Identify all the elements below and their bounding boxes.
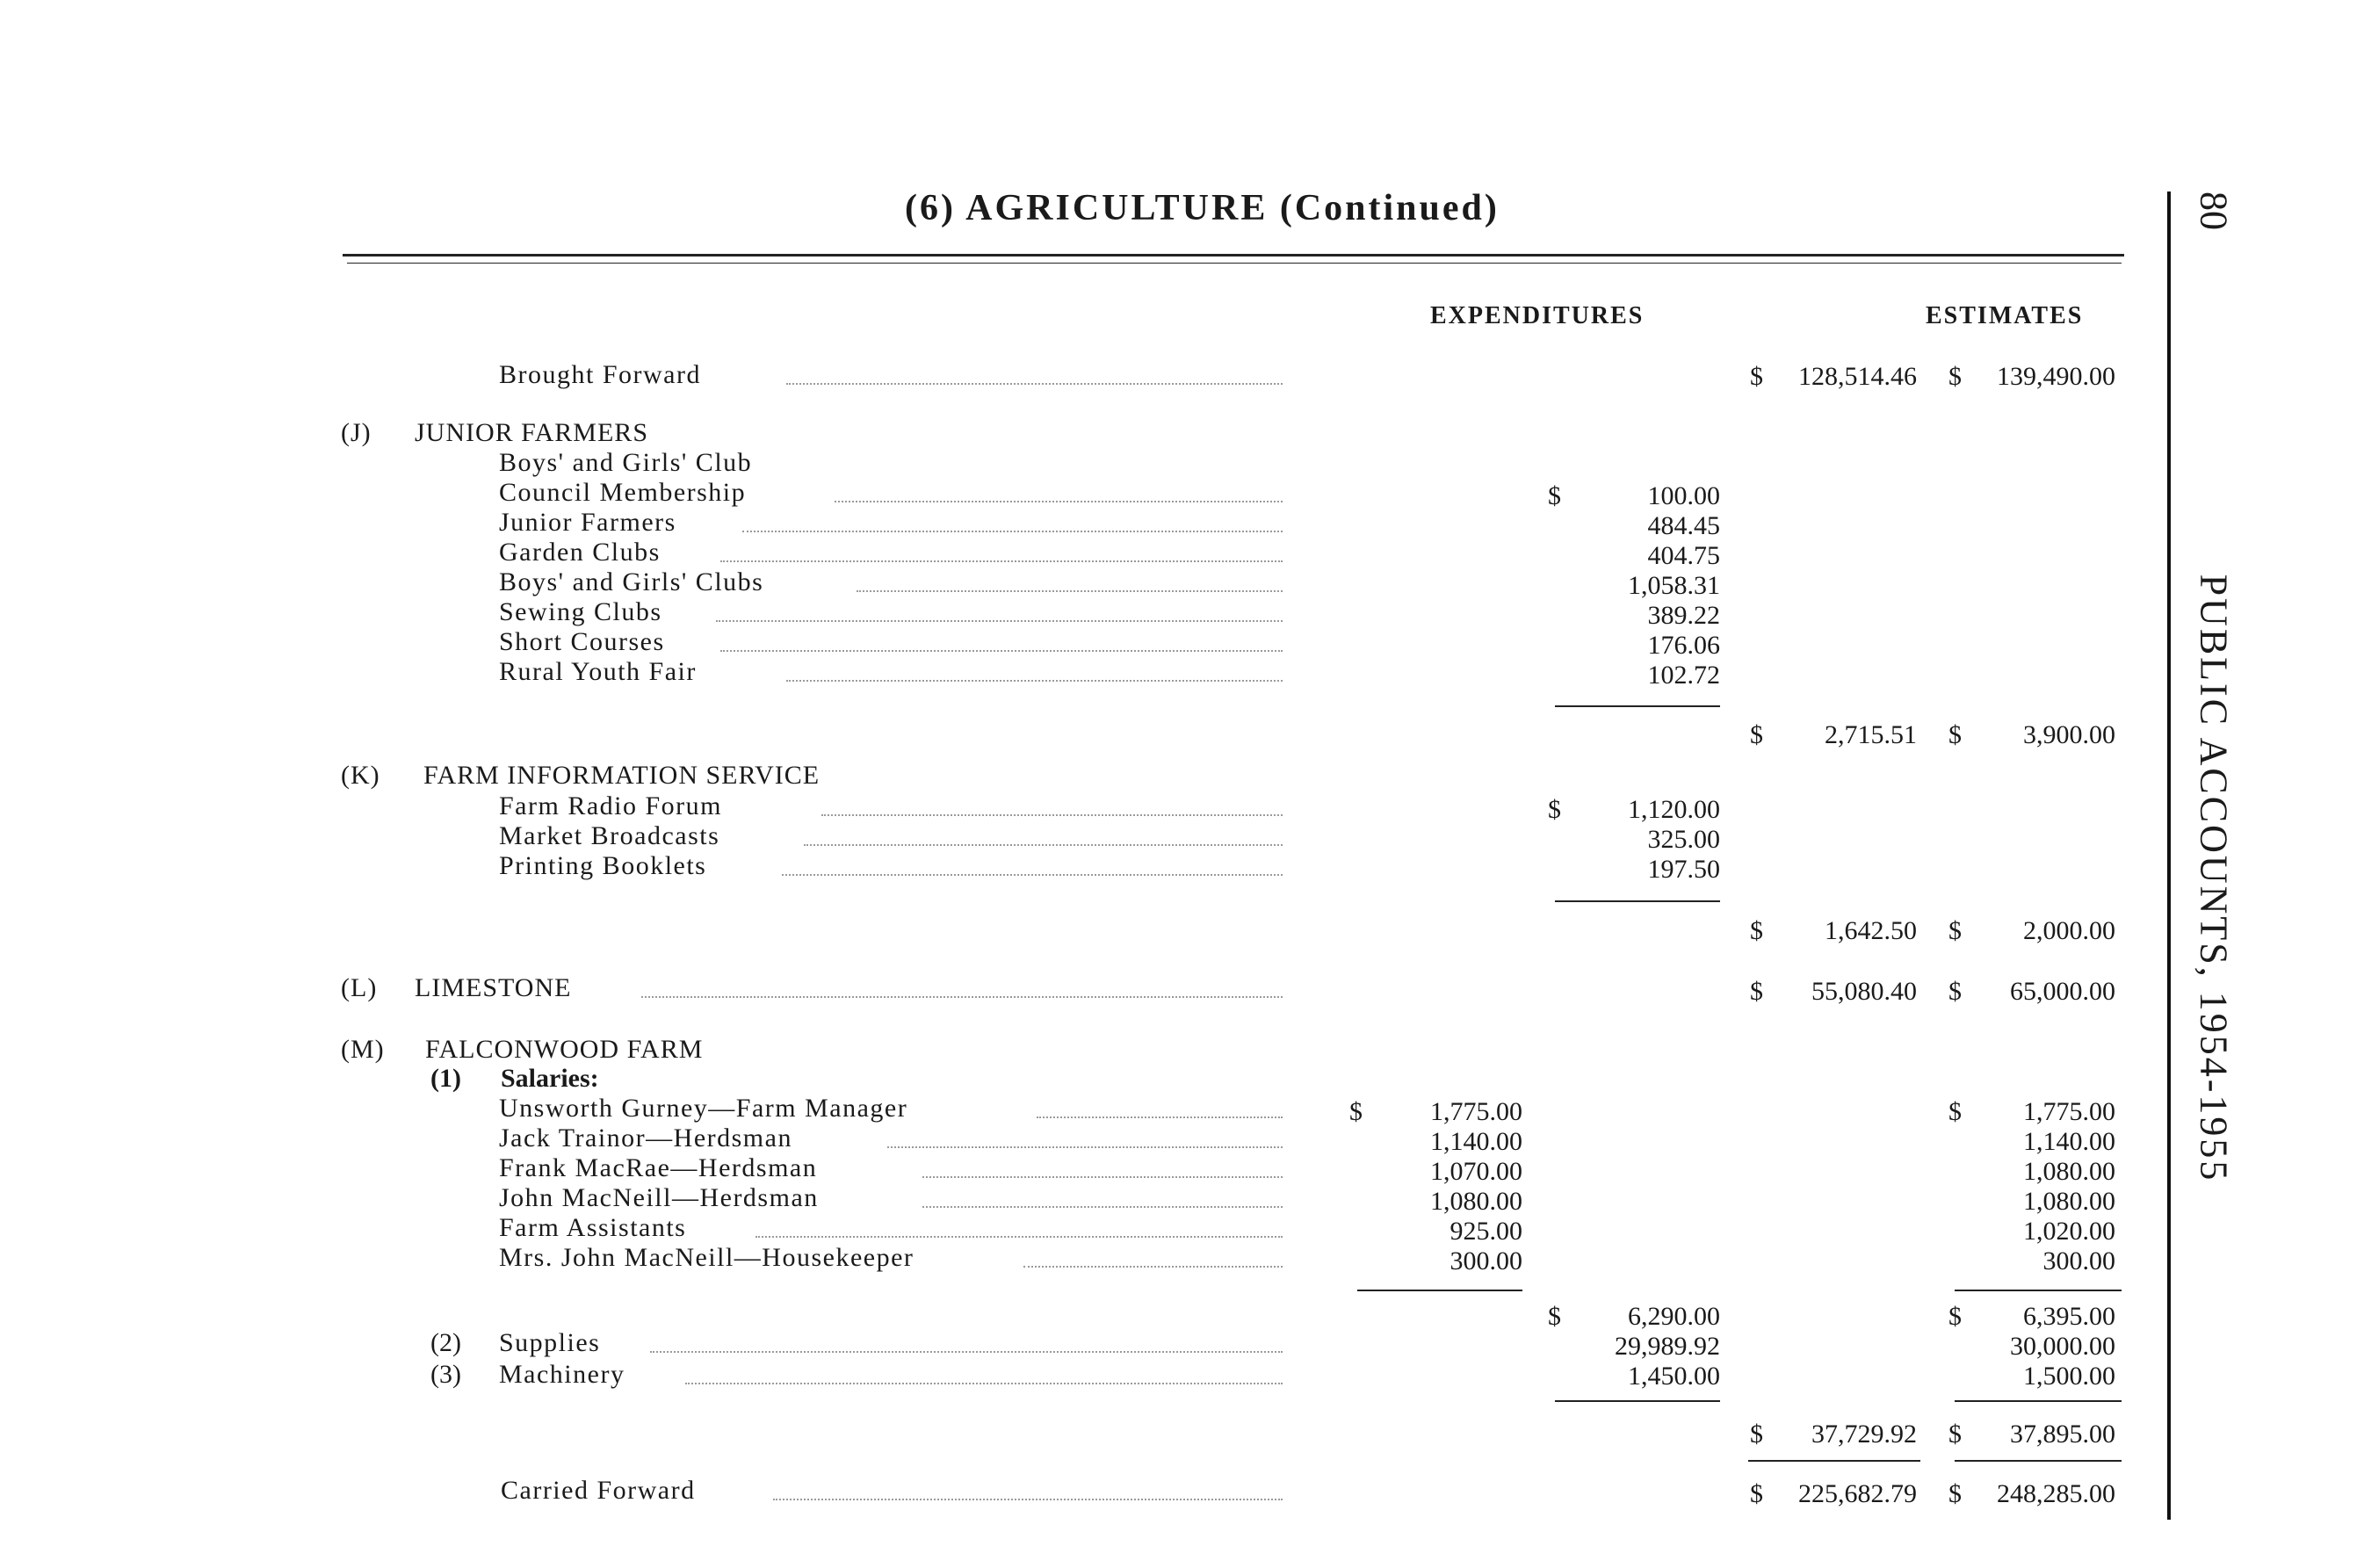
subtotal-rule [1955, 1400, 2122, 1402]
line-item-amount: 102.72 [1647, 661, 1720, 690]
leader-dots [835, 501, 1283, 502]
salary-label: Mrs. John MacNeill—Housekeeper [499, 1243, 915, 1272]
salary-estimate: 1,775.00 [2023, 1097, 2115, 1126]
line-item-amount: 1,120.00 [1628, 795, 1720, 824]
side-title: PUBLIC ACCOUNTS, 1954-1955 [2192, 574, 2236, 1183]
salary-label: Frank MacRae—Herdsman [499, 1153, 818, 1182]
leader-dots [755, 1236, 1283, 1238]
brought-forward-estimate: 139,490.00 [1997, 362, 2115, 391]
leader-dots [773, 1499, 1283, 1500]
leader-dots [821, 814, 1283, 816]
line-item-label: Council Membership [499, 478, 747, 507]
dollar-sign: $ [1948, 362, 1962, 391]
subtotal-rule [1357, 1290, 1522, 1291]
margin-rule [2167, 191, 2171, 1520]
line-item-label: Rural Youth Fair [499, 657, 697, 686]
section-code: (M) [341, 1035, 385, 1064]
leader-dots [922, 1176, 1283, 1178]
dollar-sign: $ [1948, 916, 1962, 945]
section-heading: FALCONWOOD FARM [425, 1035, 704, 1064]
leader-dots [685, 1383, 1283, 1384]
line-item-label: Garden Clubs [499, 538, 661, 567]
leader-dots [804, 844, 1283, 846]
line-item-amount: 484.45 [1647, 511, 1720, 540]
page-number: 80 [2192, 191, 2236, 230]
header-rule-bottom [347, 263, 2122, 264]
dollar-sign: $ [1750, 362, 1763, 391]
line-item-label: Printing Booklets [499, 851, 707, 880]
brought-forward-total: 128,514.46 [1798, 362, 1917, 391]
line-item-label: Sewing Clubs [499, 597, 662, 626]
section-estimate: 37,895.00 [2010, 1420, 2115, 1449]
salaries-total: 6,290.00 [1628, 1302, 1720, 1331]
salary-amount: 1,070.00 [1430, 1157, 1522, 1186]
total-rule [1955, 1460, 2122, 1462]
leader-dots [786, 383, 1283, 385]
salary-label: Unsworth Gurney—Farm Manager [499, 1094, 908, 1123]
column-header-expenditures: EXPENDITURES [1430, 302, 1645, 329]
leader-dots [857, 590, 1283, 592]
line-item-estimate: 30,000.00 [2010, 1332, 2115, 1361]
salary-label: Farm Assistants [499, 1213, 687, 1242]
leader-dots [786, 680, 1283, 682]
section-code: (L) [341, 973, 378, 1002]
section-total: 55,080.40 [1811, 977, 1917, 1006]
line-item-label: Farm Radio Forum [499, 791, 722, 820]
subtotal-rule [1555, 900, 1720, 902]
line-item-label: Supplies [499, 1328, 601, 1357]
leader-dots [720, 650, 1283, 652]
salary-label: John MacNeill—Herdsman [499, 1183, 819, 1212]
section-estimate: 2,000.00 [2023, 916, 2115, 945]
line-item-amount: 1,058.31 [1628, 571, 1720, 600]
line-item-amount: 389.22 [1647, 601, 1720, 630]
section-estimate: 3,900.00 [2023, 720, 2115, 749]
leader-dots [720, 560, 1283, 562]
dollar-sign: $ [1750, 916, 1763, 945]
salary-estimate: 1,140.00 [2023, 1127, 2115, 1156]
dollar-sign: $ [1750, 1479, 1763, 1508]
leader-dots [922, 1206, 1283, 1208]
dollar-sign: $ [1349, 1097, 1363, 1126]
header-rule-top [343, 254, 2124, 257]
leader-dots [1037, 1116, 1283, 1118]
carried-forward-total: 225,682.79 [1798, 1479, 1917, 1508]
dollar-sign: $ [1750, 720, 1763, 749]
section-subheading: Boys' and Girls' Club [499, 448, 753, 477]
salary-amount: 1,775.00 [1430, 1097, 1522, 1126]
salary-estimate: 1,020.00 [2023, 1217, 2115, 1246]
page-title: (6) AGRICULTURE (Continued) [905, 188, 1500, 228]
section-heading: JUNIOR FARMERS [415, 418, 648, 447]
leader-dots [641, 996, 1283, 998]
leader-dots [887, 1146, 1283, 1148]
salary-amount: 300.00 [1449, 1246, 1522, 1275]
subsection-number: (2) [430, 1328, 461, 1357]
dollar-sign: $ [1948, 1420, 1962, 1449]
section-code: (J) [341, 418, 372, 447]
total-rule [1748, 1460, 1920, 1462]
subsection-number: (1) [430, 1064, 461, 1093]
line-item-label: Junior Farmers [499, 508, 676, 537]
line-item-amount: 197.50 [1647, 855, 1720, 884]
salary-estimate: 1,080.00 [2023, 1157, 2115, 1186]
subsection-number: (3) [430, 1360, 461, 1389]
line-item-amount: 404.75 [1647, 541, 1720, 570]
dollar-sign: $ [1548, 795, 1561, 824]
column-header-estimates: ESTIMATES [1926, 302, 2084, 329]
line-item-amount: 29,989.92 [1615, 1332, 1720, 1361]
line-item-label: Market Broadcasts [499, 821, 720, 850]
dollar-sign: $ [1948, 720, 1962, 749]
leader-dots [1023, 1266, 1283, 1268]
section-total: 37,729.92 [1811, 1420, 1917, 1449]
dollar-sign: $ [1548, 481, 1561, 510]
section-total: 1,642.50 [1825, 916, 1917, 945]
subtotal-rule [1555, 1400, 1720, 1402]
carried-forward-label: Carried Forward [501, 1476, 696, 1505]
salaries-estimate: 6,395.00 [2023, 1302, 2115, 1331]
line-item-amount: 325.00 [1647, 825, 1720, 854]
leader-dots [650, 1351, 1283, 1353]
line-item-label: Short Courses [499, 627, 665, 656]
section-total: 2,715.51 [1825, 720, 1917, 749]
salary-amount: 1,140.00 [1430, 1127, 1522, 1156]
line-item-estimate: 1,500.00 [2023, 1362, 2115, 1391]
leader-dots [742, 531, 1283, 532]
line-item-amount: 100.00 [1647, 481, 1720, 510]
section-code: (K) [341, 761, 380, 790]
dollar-sign: $ [1948, 1097, 1962, 1126]
salary-label: Jack Trainor—Herdsman [499, 1124, 792, 1153]
subtotal-rule [1555, 705, 1720, 707]
line-item-label: Machinery [499, 1360, 625, 1389]
carried-forward-estimate: 248,285.00 [1997, 1479, 2115, 1508]
dollar-sign: $ [1948, 977, 1962, 1006]
salary-amount: 925.00 [1449, 1217, 1522, 1246]
dollar-sign: $ [1948, 1479, 1962, 1508]
section-heading: FARM INFORMATION SERVICE [423, 761, 821, 790]
salary-estimate: 300.00 [2042, 1246, 2115, 1275]
leader-dots [716, 620, 1283, 622]
dollar-sign: $ [1750, 1420, 1763, 1449]
section-heading: LIMESTONE [415, 973, 572, 1002]
line-item-amount: 176.06 [1647, 631, 1720, 660]
subsection-heading: Salaries: [501, 1064, 599, 1093]
dollar-sign: $ [1548, 1302, 1561, 1331]
subtotal-rule [1955, 1290, 2122, 1291]
leader-dots [782, 874, 1283, 876]
section-estimate: 65,000.00 [2010, 977, 2115, 1006]
dollar-sign: $ [1948, 1302, 1962, 1331]
salary-estimate: 1,080.00 [2023, 1187, 2115, 1216]
brought-forward-label: Brought Forward [499, 360, 701, 389]
line-item-label: Boys' and Girls' Clubs [499, 567, 764, 596]
line-item-amount: 1,450.00 [1628, 1362, 1720, 1391]
salary-amount: 1,080.00 [1430, 1187, 1522, 1216]
dollar-sign: $ [1750, 977, 1763, 1006]
